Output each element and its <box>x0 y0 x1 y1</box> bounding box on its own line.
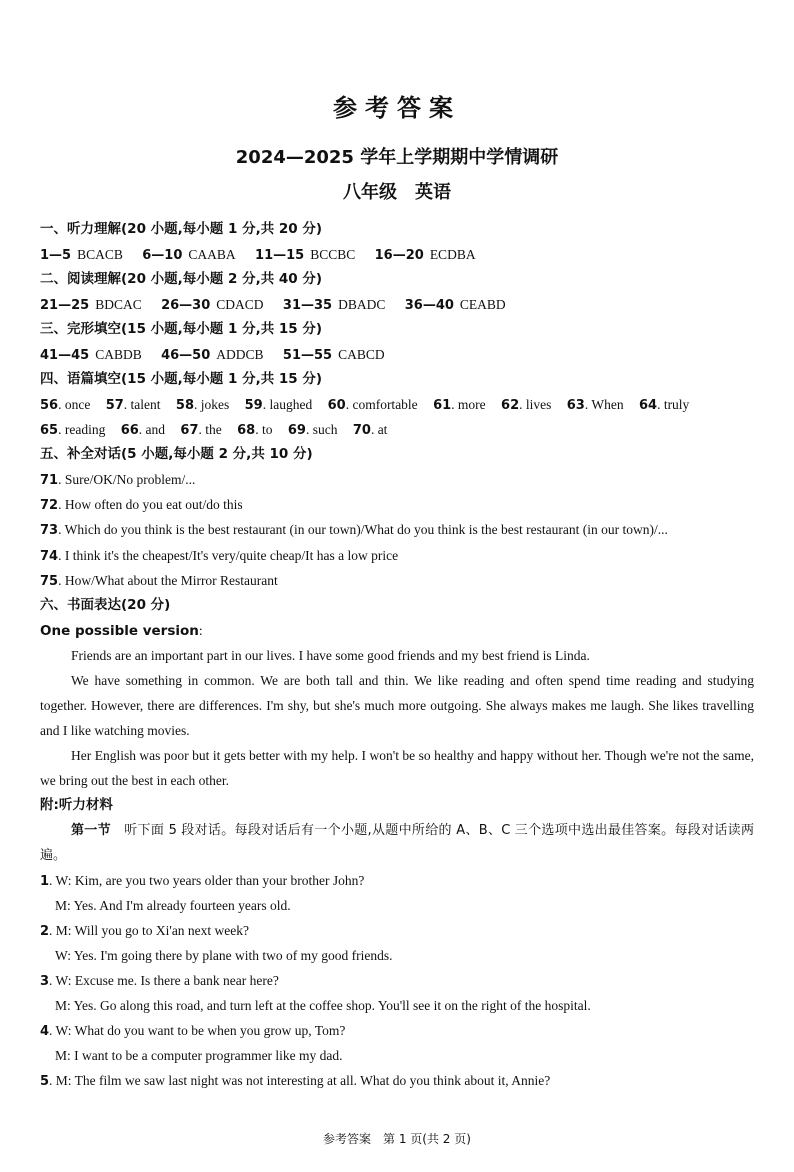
dialogue-answer: 74. I think it's the cheapest/It's very/quite cheap/It has a low price <box>40 548 399 564</box>
listening-part1-instructions: 第一节 听下面 5 段对话。每段对话后有一个小题,从题中所给的 A、B、C 三个选项中选出最佳答案。每段对话读两遍。 <box>40 823 754 863</box>
script-line: M: Yes. And I'm already fourteen years old. <box>55 898 291 913</box>
fill-answer: 57. talent <box>105 397 161 413</box>
writing-paragraph: Friends are an important part in our lives. I have some good friends and my best friend is Linda. <box>71 648 590 663</box>
script-line: 5. M: The film we saw last night was not interesting at all. What do you think about it, Annie? <box>40 1073 551 1089</box>
script-line: 3. W: Excuse me. Is there a bank near here? <box>40 973 279 989</box>
answer-content <box>40 217 754 1093</box>
writing-label: One possible version: <box>40 623 203 639</box>
fill-answer: 62. lives <box>501 397 552 413</box>
answer-group: 41—45 CABDB <box>40 347 142 363</box>
appendix-label: 附:听力材料 <box>40 797 113 813</box>
exam-subtitle: 2024—2025 学年上学期期中学情调研 <box>235 147 559 168</box>
section-heading-writing: 六、书面表达(20 分) <box>40 597 171 613</box>
section-heading-fill: 四、语篇填空(15 小题,每小题 1 分,共 15 分) <box>40 371 323 387</box>
fill-answer: 56. once <box>40 397 91 413</box>
script-line: W: Yes. I'm going there by plane with two of my good friends. <box>55 948 393 963</box>
page-title: 参考答案 <box>333 94 461 122</box>
section-heading-reading: 二、阅读理解(20 小题,每小题 2 分,共 40 分) <box>40 271 323 287</box>
script-line: 2. M: Will you go to Xi'an next week? <box>40 923 250 939</box>
answer-group: 11—15 BCCBC <box>255 247 356 263</box>
dialogue-answer: 72. How often do you eat out/do this <box>40 497 243 513</box>
answer-group: 26—30 CDACD <box>161 297 264 313</box>
writing-paragraph: Her English was poor but it gets better with my help. I won't be so healthy and happy without her. Though we're not the same, we bring out the best in each other. <box>40 748 754 788</box>
fill-answers-row-1 <box>40 392 754 417</box>
fill-answer: 67. the <box>180 422 222 438</box>
fill-answer: 61. more <box>433 397 486 413</box>
answer-group: 51—55 CABCD <box>282 347 385 363</box>
fill-answer: 65. reading <box>40 422 106 438</box>
fill-answer: 60. comfortable <box>327 397 418 413</box>
section-heading-cloze: 三、完形填空(15 小题,每小题 1 分,共 15 分) <box>40 321 323 337</box>
fill-answer: 68. to <box>237 422 273 438</box>
fill-answers-row-2 <box>40 417 754 442</box>
script-line: 1. W: Kim, are you two years older than your brother John? <box>40 873 365 889</box>
reading-answers <box>40 292 754 317</box>
fill-answer: 59. laughed <box>244 397 313 413</box>
section-heading-listening: 一、听力理解(20 小题,每小题 1 分,共 20 分) <box>40 221 323 237</box>
answer-group: 16—20 ECDBA <box>374 247 476 263</box>
answer-group: 46—50 ADDCB <box>161 347 264 363</box>
cloze-answers <box>40 342 754 367</box>
dialogue-answer: 75. How/What about the Mirror Restaurant <box>40 573 278 589</box>
answer-group: 6—10 CAABA <box>142 247 236 263</box>
answer-group: 31—35 DBADC <box>282 297 386 313</box>
fill-answer: 69. such <box>287 422 338 438</box>
fill-answer: 58. jokes <box>175 397 230 413</box>
script-line: M: I want to be a computer programmer like my dad. <box>55 1048 343 1063</box>
fill-answer: 66. and <box>120 422 166 438</box>
script-line: M: Yes. Go along this road, and turn left at the coffee shop. You'll see it on the right of the hospital. <box>55 998 591 1013</box>
fill-answer: 64. truly <box>638 397 690 413</box>
script-line: 4. W: What do you want to be when you grow up, Tom? <box>40 1023 346 1039</box>
answer-group: 36—40 CEABD <box>404 297 506 313</box>
section-heading-dialogue: 五、补全对话(5 小题,每小题 2 分,共 10 分) <box>40 446 313 462</box>
answer-group: 1—5 BCACB <box>40 247 123 263</box>
grade-subject: 八年级 英语 <box>343 182 451 203</box>
dialogue-answer: 73. Which do you think is the best restaurant (in our town)/What do you think is the best restaurant (in our town)/... <box>40 522 668 538</box>
listening-answers <box>40 242 754 267</box>
page-footer: 参考答案 第 1 页(共 2 页) <box>323 1132 471 1146</box>
fill-answer: 70. at <box>352 422 388 438</box>
fill-answer: 63. When <box>566 397 624 413</box>
writing-paragraph: We have something in common. We are both tall and thin. We like reading and often spend time reading and studying together. However, there are differences. I'm shy, but she's much more outgoing. She always makes me laugh. She likes travelling and I like watching movies. <box>40 673 754 738</box>
answer-group: 21—25 BDCAC <box>40 297 142 313</box>
dialogue-answer: 71. Sure/OK/No problem/... <box>40 472 196 488</box>
